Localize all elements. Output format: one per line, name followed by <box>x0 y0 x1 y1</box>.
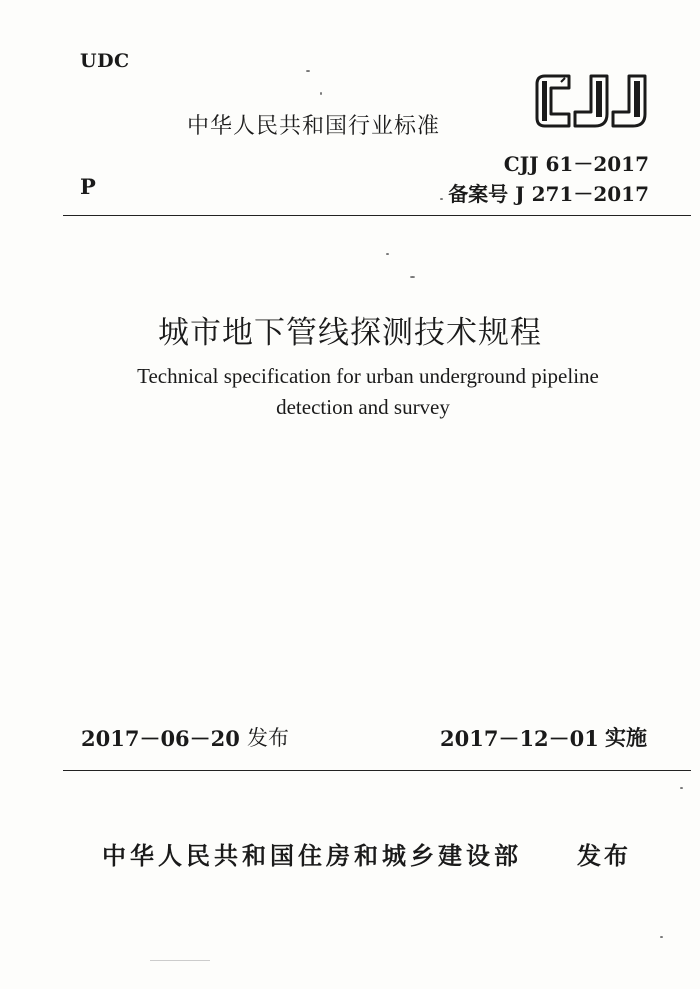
issuing-ministry: 中华人民共和国住房和城乡建设部 <box>102 842 522 870</box>
scan-speck <box>410 276 415 278</box>
publish-label: 发布 <box>577 842 631 870</box>
record-number: 备案号 J 271－2017 <box>448 182 649 206</box>
top-divider <box>63 215 691 216</box>
implementation-label: 实施 <box>605 726 647 750</box>
scan-streak <box>150 960 210 961</box>
cjj-logo <box>533 70 651 132</box>
scan-speck <box>320 92 322 95</box>
scan-speck <box>440 198 443 200</box>
document-title-chinese: 城市地下管线探测技术规程 <box>158 315 542 351</box>
issue-date: 2017－06－20 <box>81 726 240 751</box>
industry-standard-heading: 中华人民共和国行业标准 <box>187 114 441 139</box>
scan-speck <box>386 253 389 255</box>
issue-label: 发布 <box>247 726 289 750</box>
standard-number: CJJ 61－2017 <box>503 152 649 176</box>
document-title-english-line2: detection and survey <box>276 395 450 419</box>
scan-speck <box>306 70 310 72</box>
udc-code: UDC <box>80 50 130 72</box>
classification-code: P <box>80 174 96 199</box>
document-title-english-line1: Technical specification for urban underground pipeline <box>137 364 599 388</box>
implementation-date: 2017－12－01 <box>440 726 599 751</box>
scan-speck <box>680 787 683 789</box>
scan-speck <box>660 936 663 938</box>
bottom-divider <box>63 770 691 771</box>
